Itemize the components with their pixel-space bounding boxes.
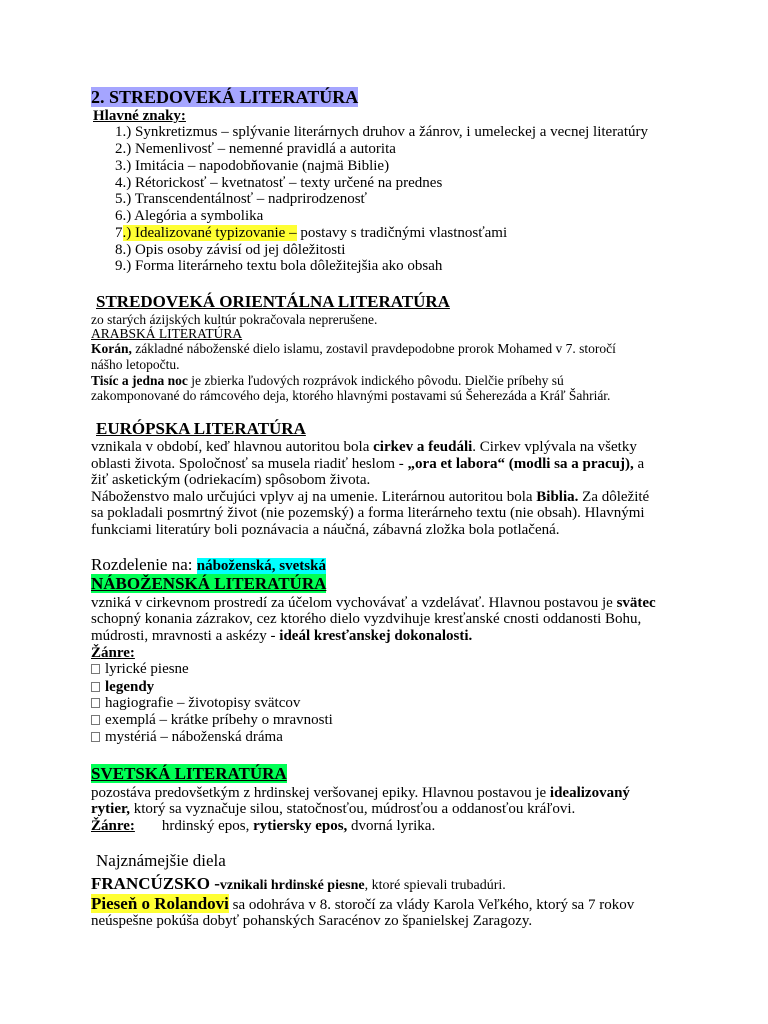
secular-l1a: pozostáva predovšetkým z hrdinskej veršovanej epiky. Hlavnou postavou je bbox=[91, 785, 550, 801]
religious-line3 bbox=[91, 628, 472, 645]
secular-l1b: idealizovaný bbox=[549, 785, 630, 801]
bullet-box-icon bbox=[91, 698, 100, 708]
europe-l1c: . Cirkev vplývala na všetky bbox=[472, 439, 637, 455]
feature-item-7-highlight: .) Idealizované typizovanie – bbox=[122, 225, 297, 241]
tisic-line bbox=[91, 373, 564, 389]
roland-text: sa odohráva v 8. storočí za vlády Karola Veľkého, ktorý sa 7 rokov bbox=[228, 897, 635, 913]
secular-genre-a: hrdinský epos, bbox=[161, 818, 254, 834]
feature-item-1: 1.) Synkretizmus – splývanie literárnych druhov a žánrov, i umeleckej a vecnej literatúry bbox=[115, 124, 649, 140]
secular-heading bbox=[91, 764, 287, 784]
europe-line2 bbox=[91, 456, 644, 473]
secular-heading-b: KÁ LITERATÚRA bbox=[144, 764, 287, 783]
europe-l4b: Biblia. bbox=[536, 489, 579, 505]
europe-l2c: a bbox=[633, 456, 645, 472]
koran-line2: nášho letopočtu. bbox=[91, 357, 180, 372]
genre-text: exemplá – krátke príbehy o mravnosti bbox=[105, 712, 333, 728]
feature-item-7 bbox=[115, 225, 507, 242]
feature-item-9: 9.) Forma literárneho textu bola dôležitejšia ako obsah bbox=[115, 258, 443, 274]
genre-item bbox=[91, 712, 333, 729]
secular-genre-c: dvorná lyrika. bbox=[347, 818, 436, 834]
france-line bbox=[91, 874, 506, 894]
secular-genres-line bbox=[91, 818, 435, 835]
tisic-title: Tisíc a jedna noc bbox=[91, 373, 188, 388]
genre-text: hagiografie – životopisy svätcov bbox=[105, 695, 301, 711]
bullet-box-icon bbox=[91, 732, 100, 742]
france-rest: , ktoré spievali trubadúri. bbox=[364, 878, 506, 893]
france-label: FRANCÚZSKO - bbox=[91, 874, 220, 893]
secular-line2 bbox=[91, 801, 575, 818]
division-value: náboženská, svetská bbox=[196, 558, 326, 574]
genre-item bbox=[91, 661, 189, 678]
genre-text: mystériá – náboženská dráma bbox=[105, 729, 283, 745]
division-label: Rozdelenie na: bbox=[91, 555, 197, 574]
bullet-box-icon bbox=[91, 664, 100, 674]
europe-l2a: oblasti života. Spoločnosť sa musela riadiť heslom - bbox=[91, 456, 408, 472]
feature-item-8: 8.) Opis osoby závisí od jej dôležitosti bbox=[115, 242, 346, 258]
europe-line4 bbox=[91, 489, 649, 506]
europe-line5: sa pokladali posmrtný život (nie pozemský) a forma literárneho textu (nie obsah). Hlavnými bbox=[91, 505, 645, 521]
tisic-line2: zakomponované do rámcového deja, ktorého hlavnými postavami sú Šeherezáda a Kráľ Šahriár. bbox=[91, 388, 611, 403]
europe-line6: funkciami literatúry boli poznávacia a náučná, zábavná zložka bola potlačená. bbox=[91, 522, 560, 538]
secular-genre-b: rytiersky epos, bbox=[253, 818, 348, 834]
genre-text: lyrické piesne bbox=[105, 661, 189, 677]
europe-l2b: „ora et labora“ (modli sa a pracuj), bbox=[407, 456, 634, 472]
secular-l2b: ktorý sa vyznačuje silou, statočnosťou, múdrosťou a oddanosťou kráľovi. bbox=[130, 801, 576, 817]
feature-item-5: 5.) Transcendentálnosť – nadprirodzenosť bbox=[115, 191, 367, 207]
secular-l2a: rytier, bbox=[91, 801, 131, 817]
tisic-text: je zbierka ľudových rozprávok indického pôvodu. Dielčie príbehy sú bbox=[187, 373, 564, 388]
secular-heading-a: SVETS bbox=[91, 764, 145, 783]
orient-heading: STREDOVEKÁ ORIENTÁLNA LITERATÚRA bbox=[96, 292, 450, 311]
koran-line bbox=[91, 341, 616, 357]
religious-l1a: vzniká v cirkevnom prostredí za účelom vychovávať a vzdelávať. Hlavnou postavou je bbox=[91, 595, 617, 611]
europe-l4c: Za dôležité bbox=[578, 489, 650, 505]
roland-line bbox=[91, 894, 634, 914]
roland-title: Pieseň o Rolandovi bbox=[91, 894, 229, 913]
religious-genres-label: Žánre: bbox=[91, 645, 135, 661]
bullet-box-icon bbox=[91, 682, 100, 692]
feature-item-6: 6.) Alegória a symbolika bbox=[115, 208, 264, 224]
genre-text: legendy bbox=[105, 679, 155, 695]
feature-item-7-num: 7 bbox=[115, 225, 123, 241]
secular-line1 bbox=[91, 785, 630, 802]
feature-item-2: 2.) Nemenlivosť – nemenné pravidlá a autorita bbox=[115, 141, 396, 157]
religious-heading bbox=[91, 574, 326, 594]
koran-title: Korán, bbox=[91, 341, 132, 356]
feature-item-3: 3.) Imitácia – napodobňovanie (najmä Biblie) bbox=[115, 158, 390, 174]
religious-line1 bbox=[91, 595, 656, 612]
genre-item bbox=[91, 695, 300, 712]
heading-main bbox=[91, 87, 358, 108]
features-label: Hlavné znaky: bbox=[93, 108, 186, 124]
genre-item bbox=[91, 729, 283, 746]
europe-heading: EURÓPSKA LITERATÚRA bbox=[96, 419, 306, 438]
religious-l1b: svätec bbox=[616, 595, 656, 611]
division-line bbox=[91, 555, 326, 575]
europe-line3: žiť asketickým (odriekacím) spôsobom života. bbox=[91, 472, 371, 488]
orient-line1: zo starých ázijských kultúr pokračovala neprerušene. bbox=[91, 312, 378, 327]
religious-line2: schopný konania zázrakov, cez ktorého dielo vyzdvihuje kresťanské cnosti oddanosti Bohu, bbox=[91, 611, 642, 627]
roland-line2: neúspešne pokúša dobyť pohanských Saracénov zo španielskej Zaragozy. bbox=[91, 913, 533, 929]
works-heading: Najznámejšie diela bbox=[96, 851, 226, 870]
genre-item bbox=[91, 679, 154, 696]
europe-line1 bbox=[91, 439, 637, 456]
religious-heading-text: NÁBOŽENSKÁ LITERATÚRA bbox=[91, 574, 327, 593]
europe-l1b: cirkev a feudáli bbox=[373, 439, 473, 455]
koran-text: základné náboženské dielo islamu, zostavil pravdepodobne prorok Mohamed v 7. storočí bbox=[131, 341, 616, 356]
religious-l3a: múdrosti, mravnosti a askézy - bbox=[91, 628, 280, 644]
secular-genres-label: Žánre: bbox=[91, 818, 135, 834]
arab-subheading: ARABSKÁ LITERATÚRA bbox=[91, 326, 243, 341]
feature-item-4: 4.) Rétorickosť – kvetnatosť – texty určené na prednes bbox=[115, 175, 443, 191]
europe-l4a: Náboženstvo malo určujúci vplyv aj na umenie. Literárnou autoritou bola bbox=[91, 489, 537, 505]
bullet-box-icon bbox=[91, 715, 100, 725]
europe-l1a: vznikala v období, keď hlavnou autoritou bola bbox=[91, 439, 374, 455]
france-subject: vznikali hrdinské piesne bbox=[219, 878, 365, 893]
religious-l3b: ideál kresťanskej dokonalosti. bbox=[279, 628, 473, 644]
feature-item-7-rest: postavy s tradičnými vlastnosťami bbox=[296, 225, 508, 241]
heading-main-text: 2. STREDOVEKÁ LITERATÚRA bbox=[91, 87, 359, 107]
